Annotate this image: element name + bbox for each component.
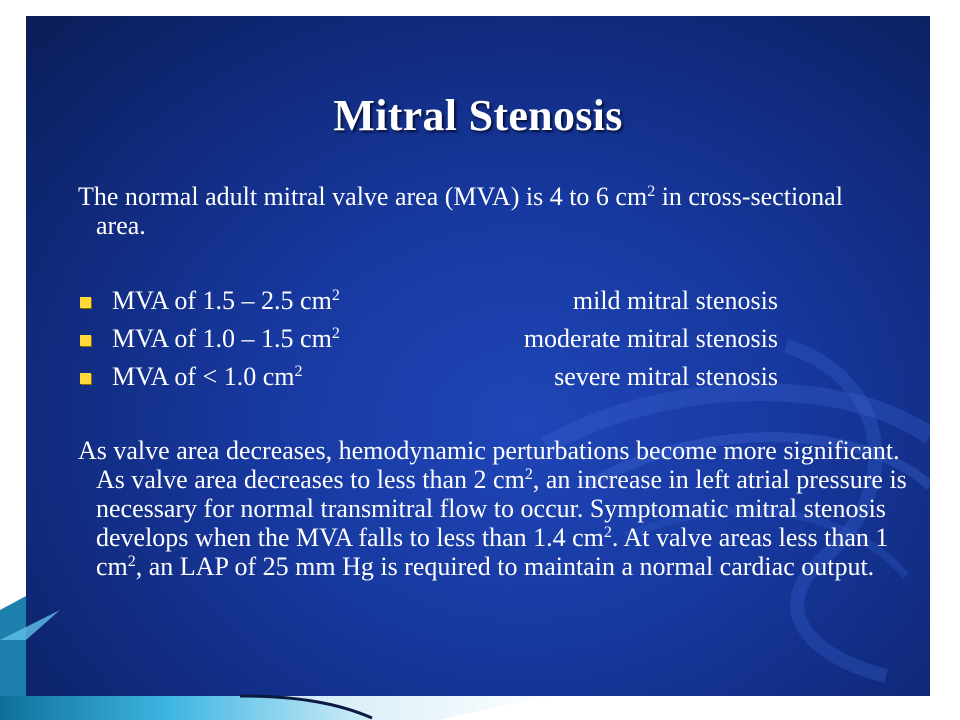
intro-paragraph <box>78 182 896 240</box>
intro-text-end: in cross-sectional area. <box>96 182 843 240</box>
bullet-range <box>112 286 340 316</box>
bullet-superscript: 2 <box>331 287 340 304</box>
intro-superscript: 2 <box>647 183 656 200</box>
body-paragraph <box>78 436 916 581</box>
body-text-part1: As valve area decreases, hemodynamic perturbations become more significant. As valve area decreases to less than 2 cm <box>78 436 900 494</box>
square-bullet-icon <box>80 297 91 308</box>
bullet-description: moderate mitral stenosis <box>523 324 778 353</box>
bullet-item-moderate <box>78 324 778 362</box>
slide-title: Mitral Stenosis <box>333 91 623 140</box>
body-text-part3: . At valve areas less than 1 cm <box>96 523 889 581</box>
intro-text-start: The normal adult mitral valve area (MVA) is 4 to 6 cm <box>78 182 648 211</box>
square-bullet-icon <box>80 373 91 384</box>
bullet-range-text: MVA of < 1.0 cm <box>112 362 295 391</box>
bullet-item-severe <box>78 362 778 400</box>
bullet-range <box>112 324 340 354</box>
body-text-part2: , an increase in left atrial pressure is necessary for normal transmitral flow to occur. Symptomatic mitral stenosis develops when the MVA falls to less than 1.4 cm <box>96 465 907 552</box>
bullet-superscript: 2 <box>331 325 340 342</box>
slide <box>26 16 930 696</box>
body-superscript-2: 2 <box>603 524 612 541</box>
bullet-range-text: MVA of 1.0 – 1.5 cm <box>112 324 332 353</box>
severity-bullet-list <box>78 286 778 400</box>
bullet-range-text: MVA of 1.5 – 2.5 cm <box>112 286 332 315</box>
bullet-range <box>112 362 302 392</box>
square-bullet-icon <box>80 335 91 346</box>
body-text-part4: , an LAP of 25 mm Hg is required to maintain a normal cardiac output. <box>135 552 875 581</box>
body-superscript-1: 2 <box>524 466 533 483</box>
bullet-description: severe mitral stenosis <box>554 362 778 391</box>
bullet-superscript: 2 <box>294 363 303 380</box>
bullet-description: mild mitral stenosis <box>572 286 778 315</box>
body-superscript-3: 2 <box>127 553 136 570</box>
bullet-item-mild <box>78 286 778 324</box>
